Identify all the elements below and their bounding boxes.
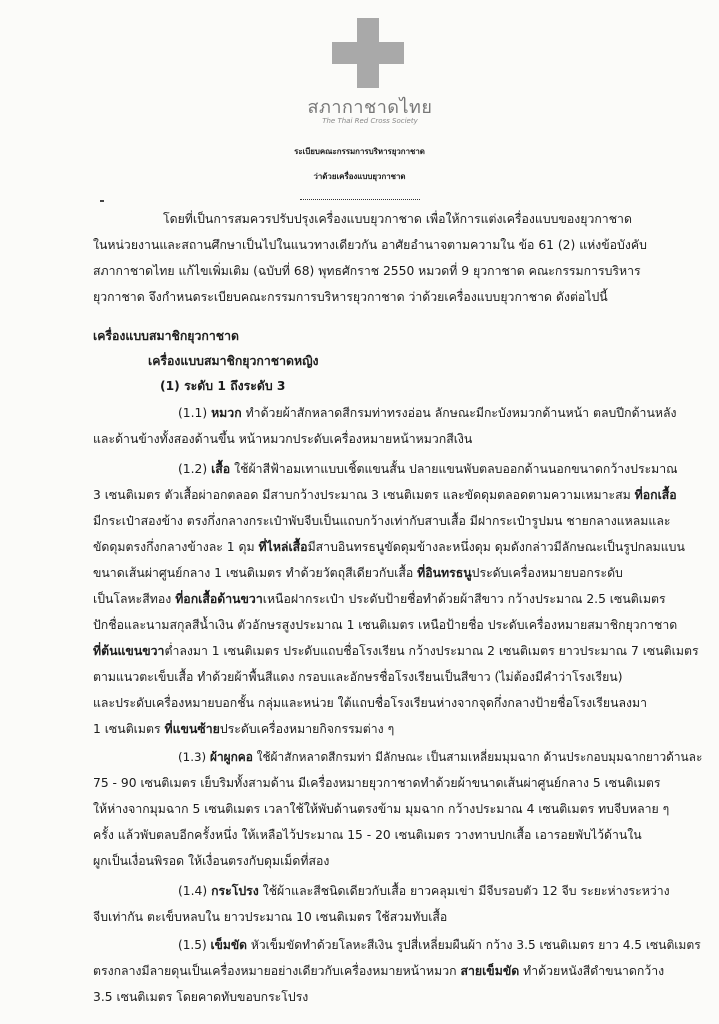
heading-level: (1) ระดับ 1 ถึงระดับ 3 — [160, 379, 286, 393]
heading-main: เครื่องแบบสมาชิกยุวกาชาด — [93, 329, 239, 343]
preamble-line: โดยที่เป็นการสมควรปรับปรุงเครื่องแบบยุวกาชาด เพื่อให้การแต่งเครื่องแบบของยุวกาชาด — [163, 212, 632, 226]
section-1-2-line5: ขนาดเส้นผ่าศูนย์กลาง 1 เซนติเมตร ทำด้วยวัตถุสีเดียวกับเสื้อ ที่อินทรธนูประดับเครื่องหมายบอกระดับ — [93, 566, 623, 580]
section-1-3-line2: 75 - 90 เซนติเมตร เย็บริมทั้งสามด้าน มีเครื่องหมายยุวกาชาดทำด้วยผ้าขนาดเส้นผ่าศูนย์กลาง 5 เซนติเมตร — [93, 776, 661, 790]
document-title-line2: ว่าด้วยเครื่องแบบยุวกาชาด — [313, 172, 406, 181]
section-1-5-line1: (1.5) เข็มขัด หัวเข็มขัดทำด้วยโลหะสีเงิน รูปสี่เหลี่ยมผืนผ้า กว้าง 3.5 เซนติเมตร ยาว 4.5 เซนติเมตร — [178, 938, 701, 952]
section-1-4-line1: (1.4) กระโปรง ใช้ผ้าและสีชนิดเดียวกับเสื้อ ยาวคลุมเข่า มีจีบรอบตัว 12 จีบ ระยะห่างระหว่าง — [178, 884, 670, 898]
section-1-4-line2: จีบเท่ากัน ตะเข็บหลบใน ยาวประมาณ 10 เซนติเมตร ใช้สวมทับเสื้อ — [93, 910, 448, 924]
preamble-line: สภากาชาดไทย แก้ไขเพิ่มเติม (ฉบับที่ 68) พุทธศักราช 2550 หมวดที่ 9 ยุวกาชาด คณะกรรมการบริหาร — [93, 264, 641, 278]
section-1-3-line4: ครั้ง แล้วพับตลบอีกครั้งหนึ่ง ให้เหลือไว้ประมาณ 15 - 20 เซนติเมตร วางทาบปกเสื้อ เอารอยพับไว้ด้านใน — [93, 828, 642, 842]
section-1-2-line1: (1.2) เสื้อ ใช้ผ้าสีฟ้าอมเทาแบบเชิ้ตแขนสั้น ปลายแขนพับตลบออกด้านนอกขนาดกว้างประมาณ — [178, 462, 678, 476]
section-1-3-line5: ผูกเป็นเงื่อนพิรอด ให้เงื่อนตรงกับดุมเม็ดที่สอง — [93, 854, 330, 868]
section-1-5-line2: ตรงกลางมีลายดุนเป็นเครื่องหมายอย่างเดียวกับเครื่องหมายหน้าหมวก สายเข็มขัด ทำด้วยหนังสีดำขนาดกว้าง — [93, 964, 665, 978]
section-1-3-line3: ให้ห่างจากมุมฉาก 5 เซนติเมตร เวลาใช้ให้พับด้านตรงข้าม มุมฉาก กว้างประมาณ 4 เซนติเมตร ทบจีบหลาย ๆ — [93, 802, 670, 816]
section-1-2-line3: มีกระเป๋าสองข้าง ตรงกึ่งกลางกระเป๋าพับจีบเป็นแถบกว้างเท่ากับสาบเสื้อ มีฝากระเป๋ารูปมน ชายกลางแหลมและ — [93, 514, 671, 528]
stray-mark — [100, 200, 104, 202]
section-1-2-line10: และประดับเครื่องหมายบอกชั้น กลุ่มและหน่วย ใต้แถบชื่อโรงเรียนห่างจากจุดกึ่งกลางป้ายชื่อโรงเรียนลงมา — [93, 696, 648, 710]
logo-name: สภากาชาดไทย — [307, 97, 433, 118]
section-1-3-line1: (1.3) ผ้าผูกคอ ใช้ผ้าสักหลาดสีกรมท่า มีลักษณะ เป็นสามเหลี่ยมมุมฉาก ด้านประกอบมุมฉากยาวด้านละ — [178, 750, 703, 764]
title-separator — [300, 199, 420, 200]
section-1-2-line9: ตามแนวตะเข็บเสื้อ ทำด้วยผ้าพื้นสีแดง กรอบและอักษรชื่อโรงเรียนเป็นสีขาว (ไม่ต้องมีคำว่าโรงเรียน) — [93, 670, 623, 684]
preamble-line: ในหน่วยงานและสถานศึกษาเป็นไปในแนวทางเดียวกัน อาศัยอำนาจตามความใน ข้อ 61 (2) แห่งข้อบังคับ — [93, 238, 647, 252]
document-title-line1: ระเบียบคณะกรรมการบริหารยุวกาชาด — [294, 147, 425, 156]
section-1-2-line4: ขัดดุมตรงกึ่งกลางข้างละ 1 ดุม ที่ไหล่เสื้อมีสาบอินทรธนูขัดดุมข้างละหนึ่งดุม ดุมดังกล่าวมีลักษณะเป็นรูปกลมแบน — [93, 540, 685, 554]
section-1-5-line3: 3.5 เซนติเมตร โดยคาดทับขอบกระโปรง — [93, 990, 309, 1004]
logo-subtitle: The Thai Red Cross Society — [322, 117, 418, 125]
section-1-2-line2: 3 เซนติเมตร ตัวเสื้อผ่าอกตลอด มีสาบกว้างประมาณ 3 เซนติเมตร และขัดดุมตลอดตามความเหมาะสม ที่อกเสื้อ — [93, 488, 677, 502]
section-1-2-line11: 1 เซนติเมตร ที่แขนซ้ายประดับเครื่องหมายกิจกรรมต่าง ๆ — [93, 722, 395, 736]
red-cross-icon — [332, 18, 404, 88]
section-1-1-line1: (1.1) หมวก ทำด้วยผ้าสักหลาดสีกรมท่าทรงอ่อน ลักษณะมีกะบังหมวกด้านหน้า ตลบปีกด้านหลัง — [178, 406, 677, 420]
section-1-2-line8: ที่ต้นแขนขวาต่ำลงมา 1 เซนติเมตร ประดับแถบชื่อโรงเรียน กว้างประมาณ 2 เซนติเมตร ยาวประมาณ 7 เซนติเมตร — [93, 644, 699, 658]
preamble-line: ยุวกาชาด จึงกำหนดระเบียบคณะกรรมการบริหารยุวกาชาด ว่าด้วยเครื่องแบบยุวกาชาด ดังต่อไปนี้ — [93, 290, 608, 304]
heading-sub: เครื่องแบบสมาชิกยุวกาชาดหญิง — [148, 354, 319, 368]
section-1-2-line7: ปักชื่อและนามสกุลสีน้ำเงิน ตัวอักษรสูงประมาณ 1 เซนติเมตร เหนือป้ายชื่อ ประดับเครื่องหมายสมาชิกยุวกาชาด — [93, 618, 678, 632]
section-1-1-line2: และด้านข้างทั้งสองด้านขึ้น หน้าหมวกประดับเครื่องหมายหน้าหมวกสีเงิน — [93, 432, 473, 446]
section-1-2-line6: เป็นโลหะสีทอง ที่อกเสื้อด้านขวาเหนือฝากระเป๋า ประดับป้ายชื่อทำด้วยผ้าสีขาว กว้างประมาณ 2.5 เซนติเมตร — [93, 592, 666, 606]
